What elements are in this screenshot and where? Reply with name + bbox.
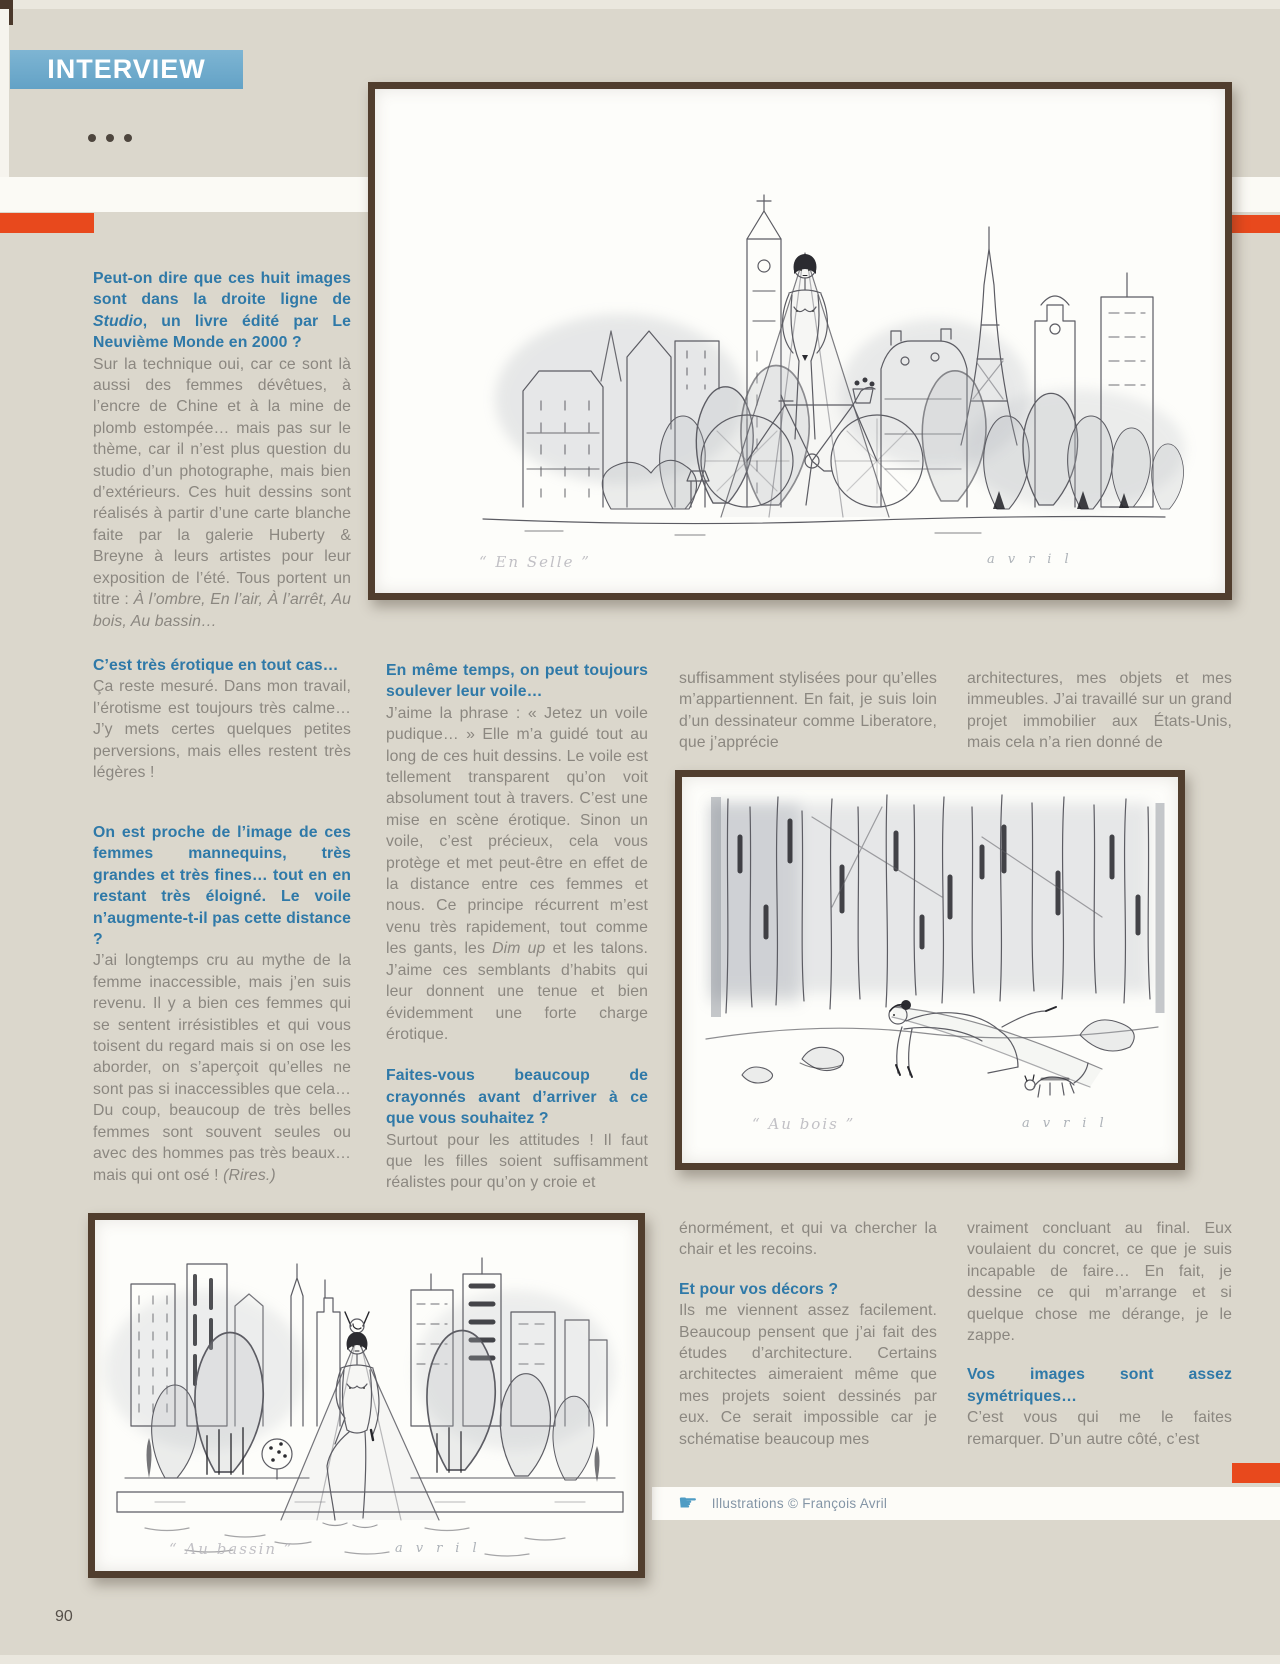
orange-bar-left xyxy=(0,213,94,233)
answer-3: J’ai longtemps cru au mythe de la femme inaccessible, mais j’en suis revenu. Il y a bien ces femmes qui se sentent irrésistibles et qui vous toisent du regard mais si on ose les aborder, on s’aperçoit qu’elles ne sont pas si inaccessibles que cela… Du coup, beaucoup de très belles femmes sont souvent seules ou avec des hommes pas très beaux… mais qui ont osé ! (Rires.) xyxy=(93,952,351,1184)
question-5: Faites-vous beaucoup de crayonnés avant d’arriver à ce que vous souhaitez ? xyxy=(386,1067,648,1128)
answer-5-continued-2: énormément, et qui va chercher la chair et les recoins. xyxy=(679,1220,937,1259)
drawing-caption-top: “ En Selle ” xyxy=(479,553,591,571)
city-pool-drawing xyxy=(95,1220,638,1571)
orange-bar-right-top xyxy=(1232,215,1280,233)
column-4 xyxy=(967,668,1232,754)
top-accent-band xyxy=(0,0,1280,9)
section-label-banner xyxy=(10,50,243,89)
section-label: INTERVIEW xyxy=(47,54,206,84)
question-7: Vos images sont assez symétriques… xyxy=(967,1366,1232,1405)
credit-text: Illustrations © François Avril xyxy=(711,1496,888,1511)
artist-signature-bottom: avril xyxy=(395,1541,490,1556)
paris-bicycle-drawing xyxy=(375,89,1225,593)
answer-1: Sur la technique oui, car ce sont là aussi des femmes dévêtues, à l’encre de Chine et à la mine de plomb estompée… mais pas sur le thème, car il n’est plus question du studio d’un photographe, mais bien d’extérieurs. Ces huit dessins sont réalisés à partir d’une carte blanche faite par la galerie Huberty & Breyne à leurs artistes pour leur exposition de l’été. Tous portent un titre : À l’ombre, En l’air, À l’arrêt, Au bois, Au bassin… xyxy=(93,355,351,630)
answer-5: Surtout pour les attitudes ! Il faut que les filles soient suffisamment réalistes pour qu’on y croie et xyxy=(386,1131,648,1192)
bottom-accent-band xyxy=(0,1655,1280,1664)
drawing-caption-bottom: “ Au bassin ” xyxy=(169,1540,294,1558)
answer-6-continued: vraiment concluant au final. Eux voulaient du concret, ce que je suis incapable de faire… En fait, je dessine ce qui m’arrange et si quelque chose me dérange, je le zappe. xyxy=(967,1220,1232,1345)
column-6 xyxy=(967,1218,1232,1450)
question-3: On est proche de l’image de ces femmes mannequins, très grandes et très fines… tout en en restant très éloigné. Le voile n’augmente-t-il pas cette distance ? xyxy=(93,824,351,949)
answer-7: C’est vous qui me le faites remarquer. D’un autre côté, c’est xyxy=(967,1409,1232,1448)
question-4: En même temps, on peut toujours soulever leur voile… xyxy=(386,662,648,701)
credit-strip xyxy=(652,1487,1280,1520)
drawing-caption-middle: “ Au bois ” xyxy=(752,1115,856,1133)
column-1-block-2 xyxy=(93,655,351,783)
artist-signature-top: avril xyxy=(987,552,1082,567)
illustration-frame-bottom xyxy=(88,1213,645,1578)
column-1-block-1 xyxy=(93,268,351,632)
column-5 xyxy=(679,1218,937,1450)
answer-6: Ils me viennent assez facilement. Beaucoup pensent que j’ai fait des études d’architecture. Certains architectes aimeraient même que mes projets soient dessinés par eux. Ce serait impossible car je schématise beaucoup mes xyxy=(679,1302,937,1448)
illustration-frame-top xyxy=(368,82,1232,600)
forest-drawing xyxy=(682,777,1178,1163)
column-3 xyxy=(679,668,937,754)
page-number: 90 xyxy=(55,1608,73,1625)
pointer-hand-icon: ☛ xyxy=(678,1489,698,1515)
orange-bar-right-bottom xyxy=(1232,1463,1280,1483)
answer-4: J’aime la phrase : « Jetez un voile pudique… » Elle m’a guidé tout au long de ces huit dessins. Le voile est tellement transparent qu’on voit absolument tout à travers. C’est une mise en scène érotique. Sinon un voile, c’est précieux, cela vous protège et met peut-être en effet de la distance entre ces femmes et nous. Ce principe récurrent m’est venu très rapidement, tout comme les gants, les Dim up et les talons. J’aime ces semblants d’habits qui leur donnent une tenue et bien évidemment une forte charge érotique. xyxy=(386,704,649,1043)
question-1: Peut-on dire que ces huit images sont dans la droite ligne de Studio, un livre édité par Le Neuvième Monde en 2000 ? xyxy=(93,270,351,352)
artist-signature-middle: avril xyxy=(1022,1116,1117,1131)
column-2 xyxy=(386,660,648,1194)
column-1-block-3 xyxy=(93,822,351,1186)
ellipsis-ornament xyxy=(88,134,132,142)
question-6: Et pour vos décors ? xyxy=(679,1280,839,1298)
question-2: C’est très érotique en tout cas… xyxy=(93,657,339,674)
answer-2: Ça reste mesuré. Dans mon travail, l’érotisme est toujours très calme… J’y mets certes quelques petites perversions, mais elles restent très légères ! xyxy=(93,678,351,782)
answer-6-continued-top: architectures, mes objets et mes immeubles. J’ai travaillé sur un grand projet immobilier aux États-Unis, mais cela n’a rien donné de xyxy=(967,670,1232,752)
answer-5-continued: suffisamment stylisées pour qu’elles m’appartiennent. En fait, je suis loin d’un dessinateur comme Liberatore, que j’apprécie xyxy=(679,670,937,752)
illustration-frame-middle xyxy=(675,770,1185,1170)
